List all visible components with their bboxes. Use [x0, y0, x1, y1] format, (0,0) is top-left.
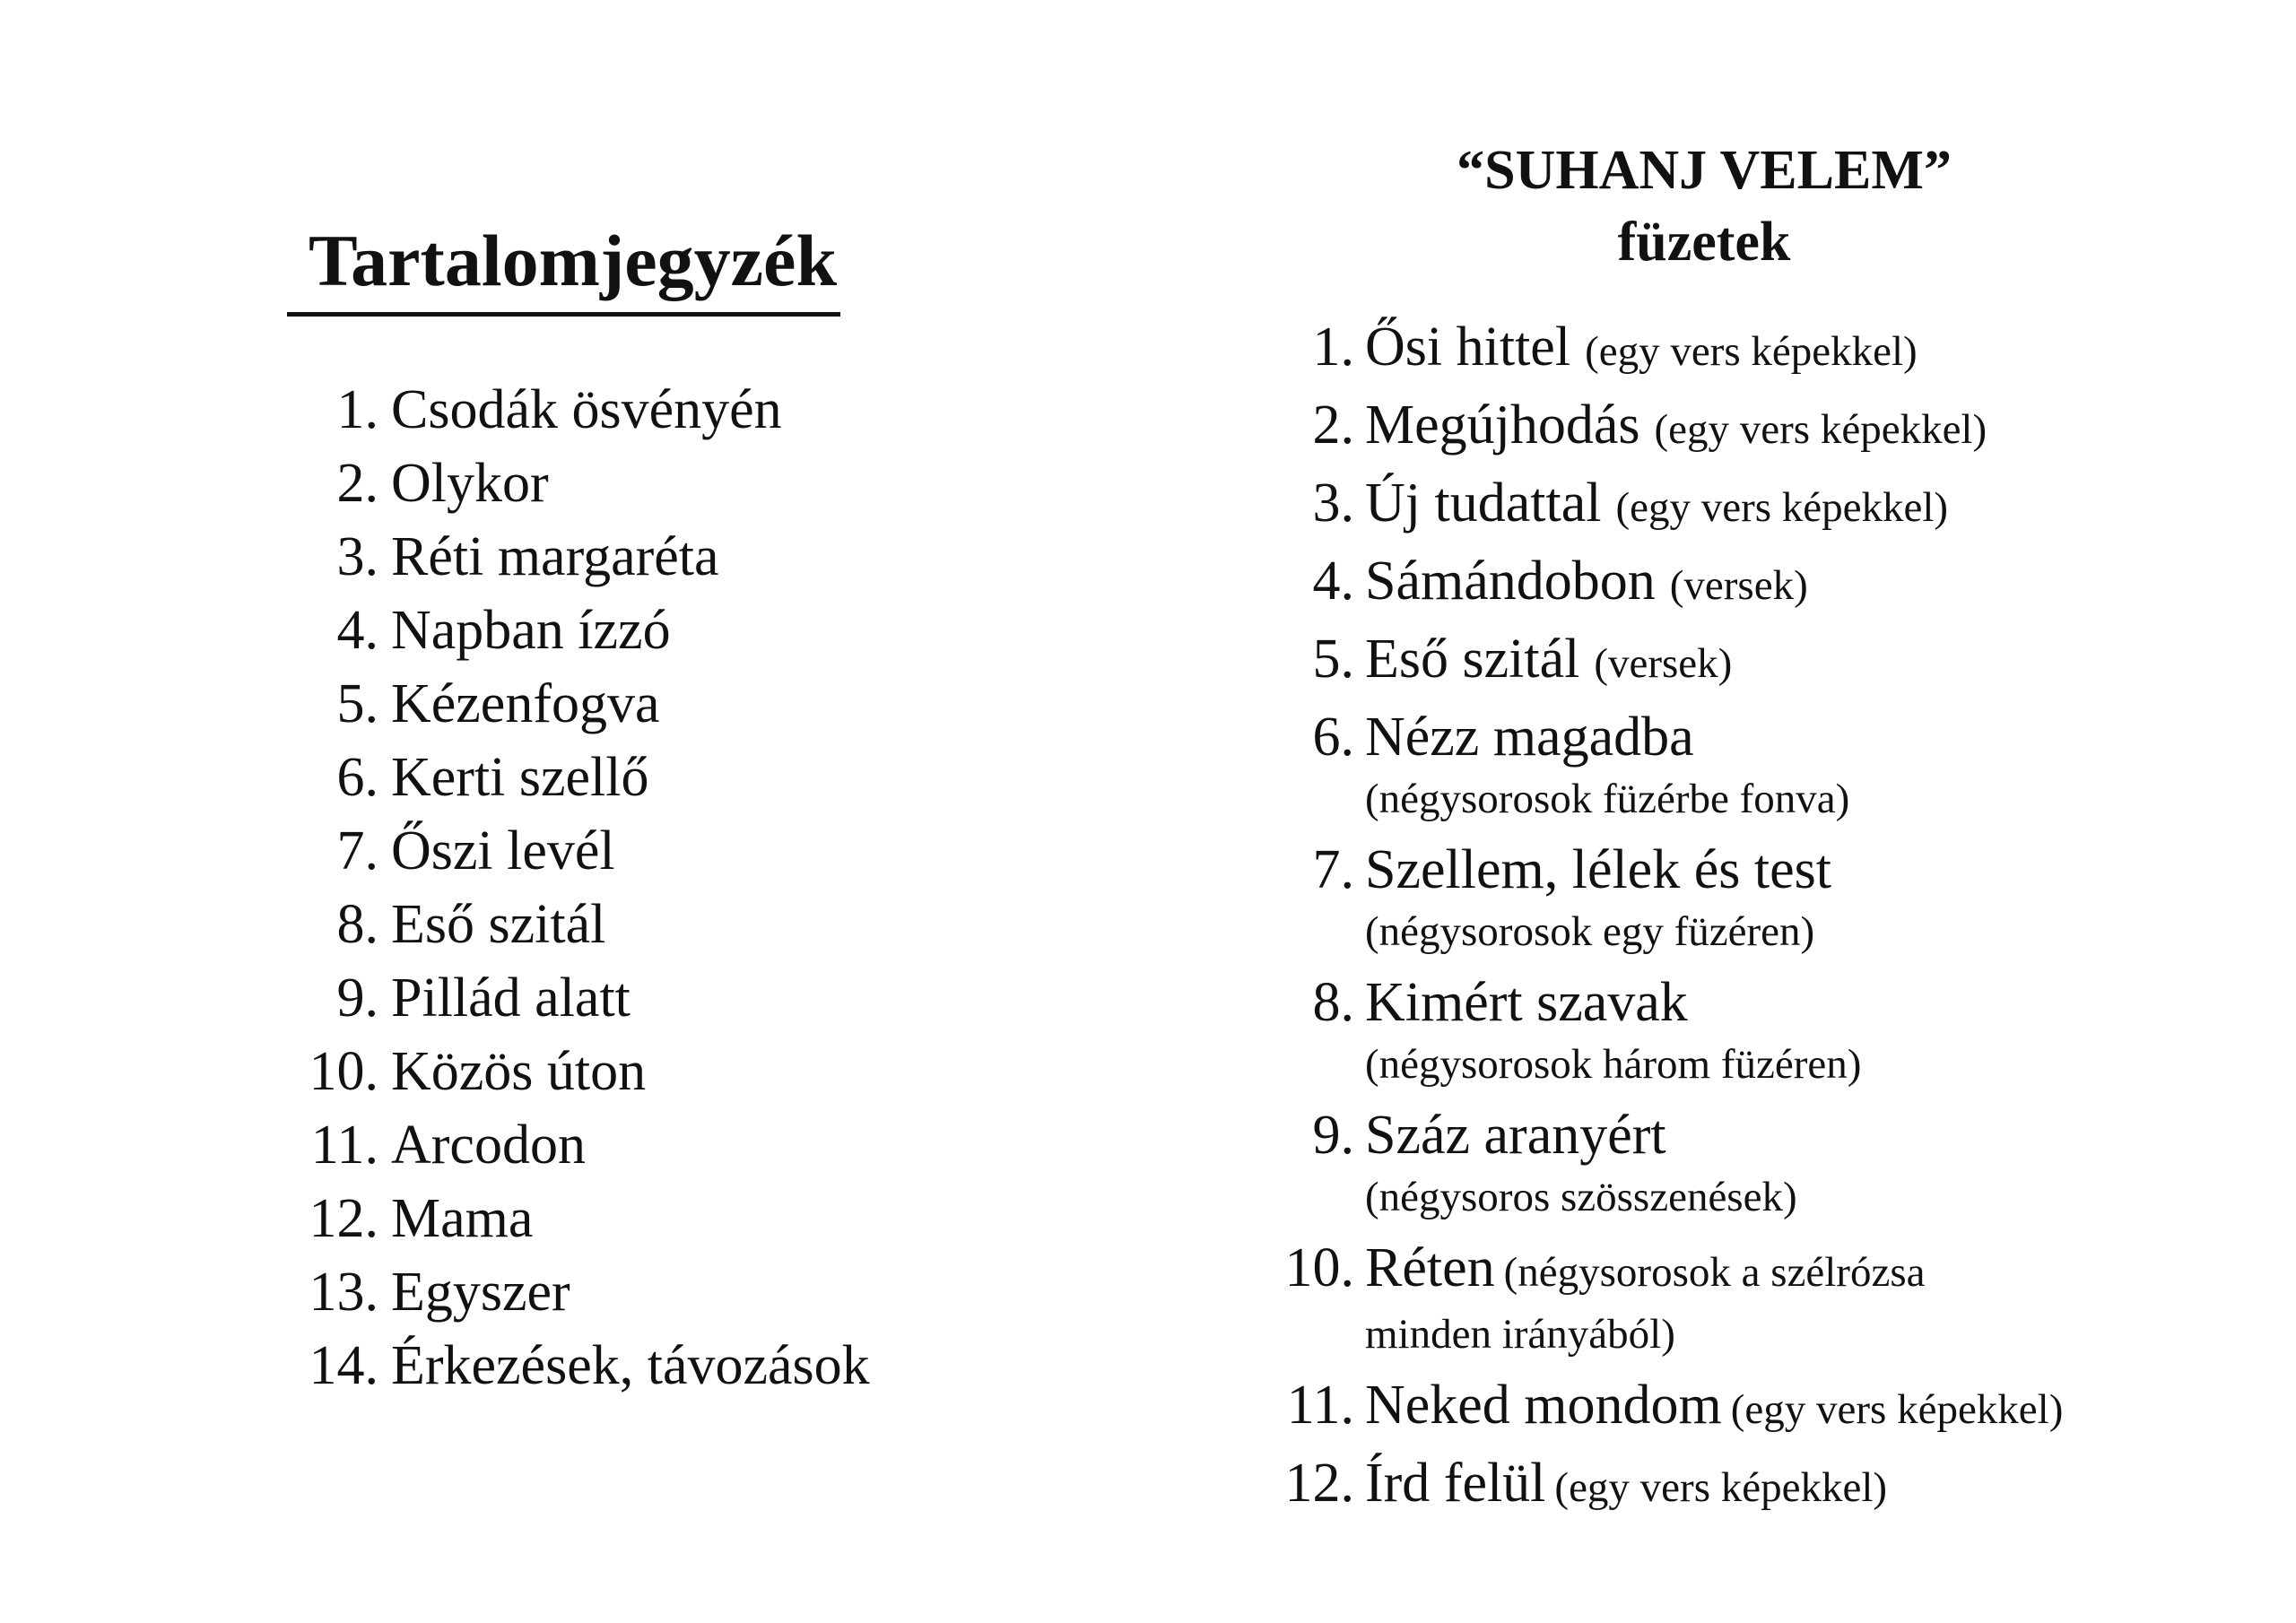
series-item-note: (egy vers képekkel)	[1654, 406, 1987, 453]
toc-item	[287, 373, 870, 447]
toc-item-number: 8.	[336, 894, 378, 955]
toc-item-title: Pillád alatt	[391, 968, 631, 1028]
toc-item-number: 13.	[309, 1262, 378, 1323]
series-item	[1256, 622, 2063, 700]
series-item-number: 7.	[1312, 839, 1354, 900]
series-item-title: Új tudattal	[1365, 473, 1602, 534]
series-item	[1256, 833, 2063, 962]
series-item-note: (egy vers képekkel)	[1585, 328, 1918, 375]
series-item-title: Kimért szavak	[1365, 972, 1688, 1033]
series-list	[1256, 310, 2063, 1524]
toc-item-title: Napban ízzó	[391, 600, 671, 661]
toc-item	[287, 1329, 870, 1402]
series-item	[1256, 1446, 2063, 1524]
series-item-note: (négysorosok három füzéren)	[1365, 1041, 1862, 1088]
toc-item-title: Olykor	[391, 453, 549, 514]
toc-item	[287, 1182, 870, 1255]
toc-item-title: Érkezések, távozások	[391, 1335, 870, 1396]
toc-item	[287, 814, 870, 888]
series-item-title: Ősi hittel	[1365, 317, 1571, 378]
series-item-number: 4.	[1312, 551, 1354, 612]
toc-item-number: 11.	[310, 1115, 378, 1176]
series-item-title: Neked mondom	[1365, 1375, 1722, 1436]
series-item-note: (négysorosok a szélrózsa	[1503, 1249, 1926, 1296]
toc-item-title: Arcodon	[391, 1115, 586, 1176]
toc-item-number: 4.	[336, 600, 378, 661]
series-item-number: 8.	[1312, 972, 1354, 1033]
toc-item-number: 3.	[336, 526, 378, 587]
toc-item-title: Egyszer	[391, 1262, 570, 1323]
series-item	[1256, 466, 2063, 544]
toc-item-title: Csodák ösvényén	[391, 379, 782, 440]
series-item-title: Sámándobon	[1365, 551, 1656, 612]
toc-item-title: Kézenfogva	[391, 673, 660, 734]
series-item-title: Szellem, lélek és test	[1365, 839, 1831, 900]
series-item-title: Írd felül	[1365, 1453, 1546, 1514]
series-item-title: Száz aranyért	[1365, 1105, 1666, 1166]
series-item-note: (egy vers képekkel)	[1730, 1386, 2064, 1433]
toc-item	[287, 1108, 870, 1182]
toc-item	[287, 1035, 870, 1108]
series-item-note-continued: minden irányából)	[1365, 1311, 1675, 1358]
series-item-note: (négysorosok füzérbe fonva)	[1365, 776, 1850, 822]
toc-item	[287, 961, 870, 1035]
table-of-contents	[287, 215, 1004, 1396]
series-item	[1256, 544, 2063, 622]
series-item	[1256, 1231, 2063, 1365]
toc-item-number: 12.	[309, 1188, 378, 1249]
toc-item-number: 2.	[336, 453, 378, 514]
series-item-number: 2.	[1312, 395, 1354, 456]
toc-item-number: 6.	[336, 747, 378, 808]
series-item-number: 10.	[1284, 1237, 1354, 1298]
toc-item-number: 1.	[336, 379, 378, 440]
toc-item-number: 10.	[309, 1041, 378, 1102]
series-item	[1256, 1098, 2063, 1228]
toc-item-number: 9.	[336, 968, 378, 1028]
toc-item	[287, 447, 870, 520]
toc-item-title: Réti margaréta	[391, 526, 719, 587]
toc-item-number: 5.	[336, 673, 378, 734]
toc-item	[287, 1255, 870, 1329]
series-item-number: 1.	[1312, 317, 1354, 378]
toc-title: Tartalomjegyzék	[287, 215, 840, 317]
series-item	[1256, 388, 2063, 466]
series-item-title: Eső szitál	[1365, 629, 1580, 690]
series-item-number: 6.	[1312, 707, 1354, 768]
series-item-note: (egy vers képekkel)	[1615, 484, 1949, 531]
toc-item-number: 14.	[309, 1335, 378, 1396]
series-item	[1256, 966, 2063, 1095]
series-item-note: (négysoros szösszenések)	[1365, 1174, 1797, 1220]
series-item-number: 3.	[1312, 473, 1354, 534]
series-item-number: 12.	[1284, 1453, 1354, 1514]
toc-item-title: Kerti szellő	[391, 747, 649, 808]
toc-item-title: Eső szitál	[391, 894, 606, 955]
series-item-note: (egy vers képekkel)	[1554, 1464, 1888, 1511]
series-subtitle: füzetek	[1617, 212, 1791, 273]
toc-item-title: Közös úton	[391, 1041, 647, 1102]
series-item-note: (négysorosok egy füzéren)	[1365, 908, 1815, 955]
toc-item	[287, 667, 870, 741]
toc-item-number: 7.	[336, 820, 378, 881]
series-item-title: Nézz magadba	[1365, 707, 1694, 768]
series-title: “SUHANJ VELEM”	[1457, 140, 1952, 201]
toc-item-title: Őszi levél	[391, 820, 615, 881]
toc-item-title: Mama	[391, 1188, 534, 1249]
toc-item	[287, 520, 870, 594]
toc-item	[287, 888, 870, 961]
series-item-note: (versek)	[1669, 562, 1808, 609]
series-item-title: Megújhodás	[1365, 395, 1640, 456]
series-item-number: 11.	[1286, 1375, 1354, 1436]
series-item-number: 5.	[1312, 629, 1354, 690]
series-item-number: 9.	[1312, 1105, 1354, 1166]
toc-list	[287, 373, 870, 1402]
series-item-note: (versek)	[1594, 640, 1733, 687]
toc-item	[287, 594, 870, 667]
series-item	[1256, 1368, 2063, 1446]
series-item	[1256, 310, 2063, 388]
toc-item	[287, 741, 870, 814]
series-item	[1256, 700, 2063, 829]
series-item-title: Réten	[1365, 1237, 1495, 1298]
